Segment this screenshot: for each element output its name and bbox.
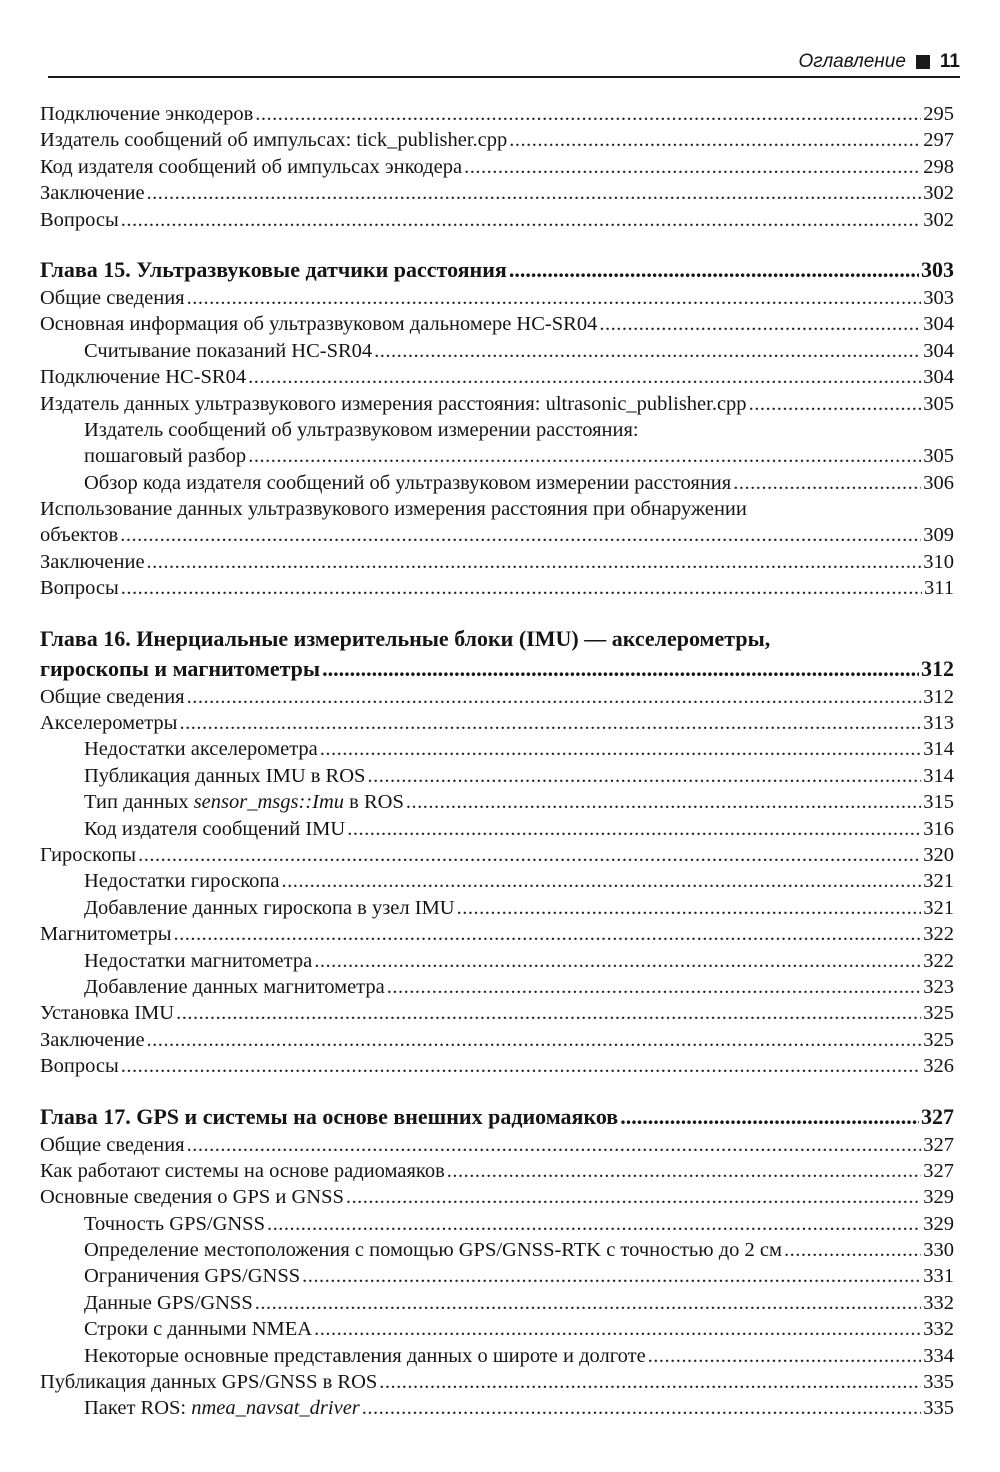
- chapter-15-heading[interactable]: Глава 15. Ультразвуковые датчики расстояния ..... 303: [40, 255, 954, 285]
- toc-entry[interactable]: объектов ..... 309: [40, 522, 954, 548]
- toc-subentry[interactable]: Точность GPS/GNSS ..... 329: [40, 1211, 954, 1237]
- toc-entry[interactable]: Установка IMU ..... 325: [40, 1000, 954, 1026]
- toc-subentry[interactable]: пошаговый разбор ..... 305: [40, 443, 954, 469]
- toc-subentry[interactable]: Считывание показаний HC-SR04 ..... 304: [40, 338, 954, 364]
- toc-subentry[interactable]: Код издателя сообщений IMU ..... 316: [40, 816, 954, 842]
- toc-subentry[interactable]: Тип данных sensor_msgs::Imu в ROS ..... 315: [40, 789, 954, 815]
- toc-entry[interactable]: Магнитометры ..... 322: [40, 921, 954, 947]
- square-bullet-icon: [916, 55, 930, 69]
- toc-entry[interactable]: Общие сведения ..... 327: [40, 1132, 954, 1158]
- toc-subentry[interactable]: Пакет ROS: nmea_navsat_driver ..... 335: [40, 1395, 954, 1421]
- toc-subentry[interactable]: Добавление данных магнитометра ..... 323: [40, 974, 954, 1000]
- toc-subentry-line[interactable]: Издатель сообщений об ультразвуковом измерении расстояния:: [84, 418, 639, 441]
- chapter-16-heading[interactable]: гироскопы и магнитометры ..... 312: [40, 654, 954, 684]
- toc-entry[interactable]: Основная информация об ультразвуковом дальномере HC-SR04 ..... 304: [40, 311, 954, 337]
- toc-subentry[interactable]: Некоторые основные представления данных о широте и долготе ..... 334: [40, 1343, 954, 1369]
- toc-subentry[interactable]: Недостатки гироскопа ..... 321: [40, 868, 954, 894]
- toc-subentry[interactable]: Публикация данных IMU в ROS ..... 314: [40, 763, 954, 789]
- toc-entry[interactable]: Подключение энкодеров ..... 295: [40, 101, 954, 127]
- toc-subentry[interactable]: Недостатки акселерометра ..... 314: [40, 736, 954, 762]
- toc-entry[interactable]: Заключение ..... 310: [40, 549, 954, 575]
- toc-entry[interactable]: Как работают системы на основе радиомаяков ..... 327: [40, 1158, 954, 1184]
- toc-entry[interactable]: Вопросы ..... 311: [40, 575, 954, 601]
- toc-subentry[interactable]: Строки с данными NMEA ..... 332: [40, 1316, 954, 1342]
- toc-entry[interactable]: Общие сведения ..... 303: [40, 285, 954, 311]
- chapter-17-heading[interactable]: Глава 17. GPS и системы на основе внешних радиомаяков ..... 327: [40, 1102, 954, 1132]
- toc-subentry[interactable]: Ограничения GPS/GNSS ..... 331: [40, 1263, 954, 1289]
- toc-entry[interactable]: Код издателя сообщений об импульсах энкодера ..... 298: [40, 154, 954, 180]
- toc-subentry[interactable]: Обзор кода издателя сообщений об ультразвуковом измерении расстояния ..... 306: [40, 470, 954, 496]
- chapter-16-heading-line[interactable]: Глава 16. Инерциальные измерительные блоки (IMU) — акселерометры,: [40, 625, 771, 651]
- toc-entry[interactable]: Издатель сообщений об импульсах: tick_publisher.cpp ..... 297: [40, 127, 954, 153]
- toc-subentry[interactable]: Недостатки магнитометра ..... 322: [40, 948, 954, 974]
- table-of-contents: [40, 101, 954, 1422]
- section-title: Оглавление: [798, 51, 906, 72]
- toc-subentry[interactable]: Данные GPS/GNSS ..... 332: [40, 1290, 954, 1316]
- toc-entry[interactable]: Заключение ..... 302: [40, 180, 954, 206]
- toc-entry[interactable]: Подключение HC-SR04 ..... 304: [40, 364, 954, 390]
- toc-subentry[interactable]: Добавление данных гироскопа в узел IMU ..... 321: [40, 895, 954, 921]
- toc-entry-line[interactable]: Использование данных ультразвукового измерения расстояния при обнаружении: [40, 498, 747, 521]
- toc-entry[interactable]: Заключение ..... 325: [40, 1027, 954, 1053]
- toc-entry[interactable]: Общие сведения ..... 312: [40, 684, 954, 710]
- running-head: [48, 48, 960, 78]
- toc-entry[interactable]: Вопросы ..... 302: [40, 207, 954, 233]
- toc-entry[interactable]: Основные сведения о GPS и GNSS ..... 329: [40, 1184, 954, 1210]
- toc-entry[interactable]: Издатель данных ультразвукового измерения расстояния: ultrasonic_publisher.cpp ..... 305: [40, 391, 954, 417]
- page-number: 11: [939, 51, 960, 72]
- toc-entry[interactable]: Вопросы ..... 326: [40, 1053, 954, 1079]
- toc-subentry[interactable]: Определение местоположения с помощью GPS/GNSS-RTK с точностью до 2 см ..... 330: [40, 1237, 954, 1263]
- toc-entry[interactable]: Гироскопы ..... 320: [40, 842, 954, 868]
- toc-entry[interactable]: Публикация данных GPS/GNSS в ROS ..... 335: [40, 1369, 954, 1395]
- toc-entry[interactable]: Акселерометры ..... 313: [40, 710, 954, 736]
